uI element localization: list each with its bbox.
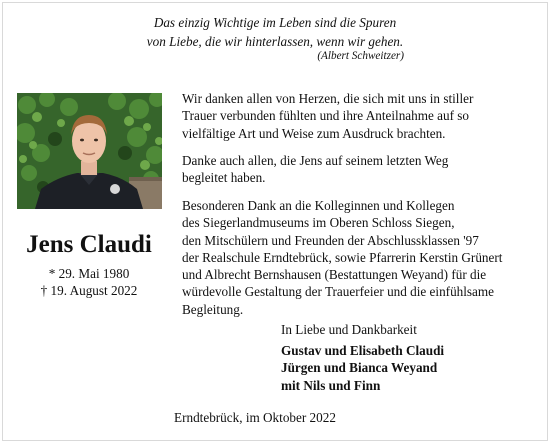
text-line: der Realschule Erndtebrück, sowie Pfarrerin Kerstin Grünert [182,249,503,265]
thanks-paragraph-1 [182,90,473,142]
life-dates [0,265,178,299]
text-line: Danke auch allen, die Jens auf seinem letzten Weg [182,153,449,168]
portrait-photo [17,93,162,209]
quote-line: Das einzig Wichtige im Leben sind die Spuren [153,15,397,30]
text-line: Wir danken allen von Herzen, die sich mit uns in stiller [182,91,474,106]
text-line: und Albrecht Bernshausen (Bestattungen Weyand) für die [182,267,487,283]
signature-name: Gustav und Elisabeth Claudi [281,343,445,358]
signature-names [281,342,444,394]
signature-name: Jürgen und Bianca Weyand [281,360,438,376]
signature-name: mit Nils und Finn [281,377,381,393]
text-line: des Siegerlandmuseums im Oberen Schloss Siegen, [182,215,455,231]
text-line: den Mitschülern und Freunden der Abschlussklassen '97 [182,232,479,248]
text-line: begleitet haben. [182,170,266,186]
place-and-date: Erndtebrück, im Oktober 2022 [174,410,336,425]
thanks-paragraph-3 [182,197,502,318]
quote-line: von Liebe, die wir hinterlassen, wenn wir gehen. [146,34,404,49]
death-date: † 19. August 2022 [40,283,138,298]
text-line: Besonderen Dank an die Kolleginnen und Kollegen [182,198,455,213]
text-line: Trauer verbunden fühlten und ihre Anteilnahme auf so [182,108,470,124]
thanks-paragraph-2 [182,152,448,187]
text-line: vielfältige Art und Weise zum Ausdruck brachten. [182,125,446,141]
quote [0,13,550,51]
deceased-name: Jens Claudi [26,231,152,258]
quote-author: (Albert Schweitzer) [317,50,404,62]
text-line: Begleitung. [182,301,244,317]
signature-intro: In Liebe und Dankbarkeit [281,322,417,337]
birth-date: * 29. Mai 1980 [48,266,130,281]
text-line: würdevolle Gestaltung der Trauerfeier und die einfühlsame [182,284,495,300]
